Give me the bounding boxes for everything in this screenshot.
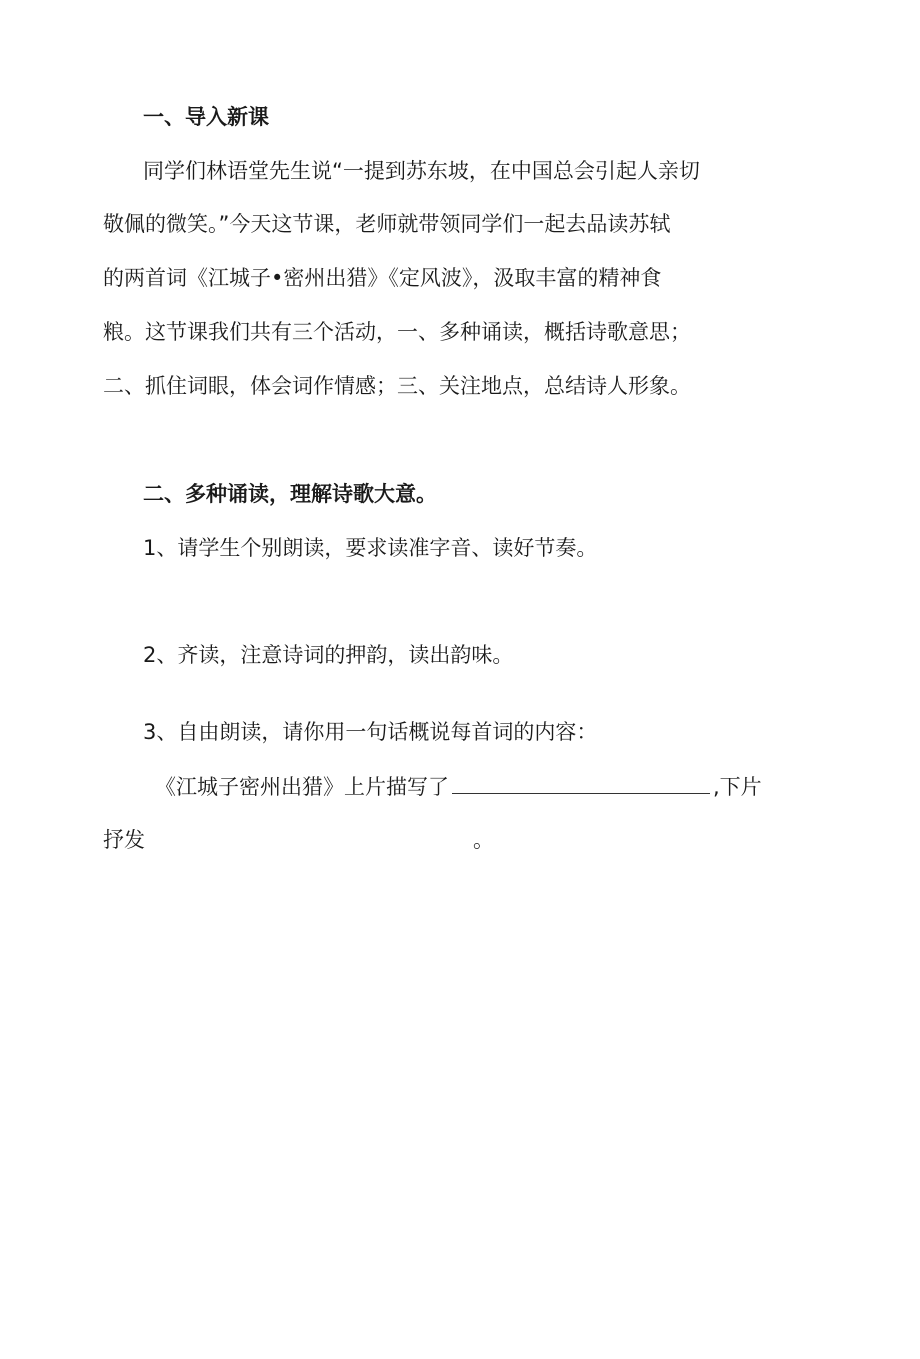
fill-in-line-2-suffix: 。 (473, 828, 494, 852)
answer-blank-1[interactable] (452, 771, 710, 794)
fill-in-line-2-prefix: 抒发 (103, 828, 145, 852)
section2-item-1: 1、请学生个别朗读，要求读准字音、读好节奏。 (143, 536, 598, 560)
section2-heading: 二、多种诵读，理解诗歌大意。 (143, 482, 437, 506)
section2-item-2: 2、齐读，注意诗词的押韵，读出韵味。 (143, 643, 514, 667)
fill-in-line-1-prefix: 《江城子密州出猎》上片描写了 (155, 775, 449, 799)
section1-paragraph-line-4: 粮。这节课我们共有三个活动，一、多种诵读，概括诗歌意思； (103, 320, 691, 344)
section1-paragraph-line-3: 的两首词《江城子•密州出猎》《定风波》，汲取丰富的精神食 (103, 266, 662, 290)
section2-item-3: 3、自由朗读，请你用一句话概说每首词的内容： (143, 720, 598, 744)
fill-in-line-1-suffix: ,下片 (713, 775, 762, 799)
fill-in-line-2 (103, 825, 494, 855)
fill-in-line-1 (155, 771, 762, 802)
section1-paragraph-line-2: 敬佩的微笑。”今天这节课，老师就带领同学们一起去品读苏轼 (103, 212, 671, 236)
section1-heading: 一、导入新课 (143, 105, 269, 129)
section1-paragraph-line-5: 二、抓住词眼，体会词作情感；三、关注地点，总结诗人形象。 (103, 374, 691, 398)
section1-paragraph-line-1: 同学们林语堂先生说“一提到苏东坡，在中国总会引起人亲切 (143, 159, 700, 183)
